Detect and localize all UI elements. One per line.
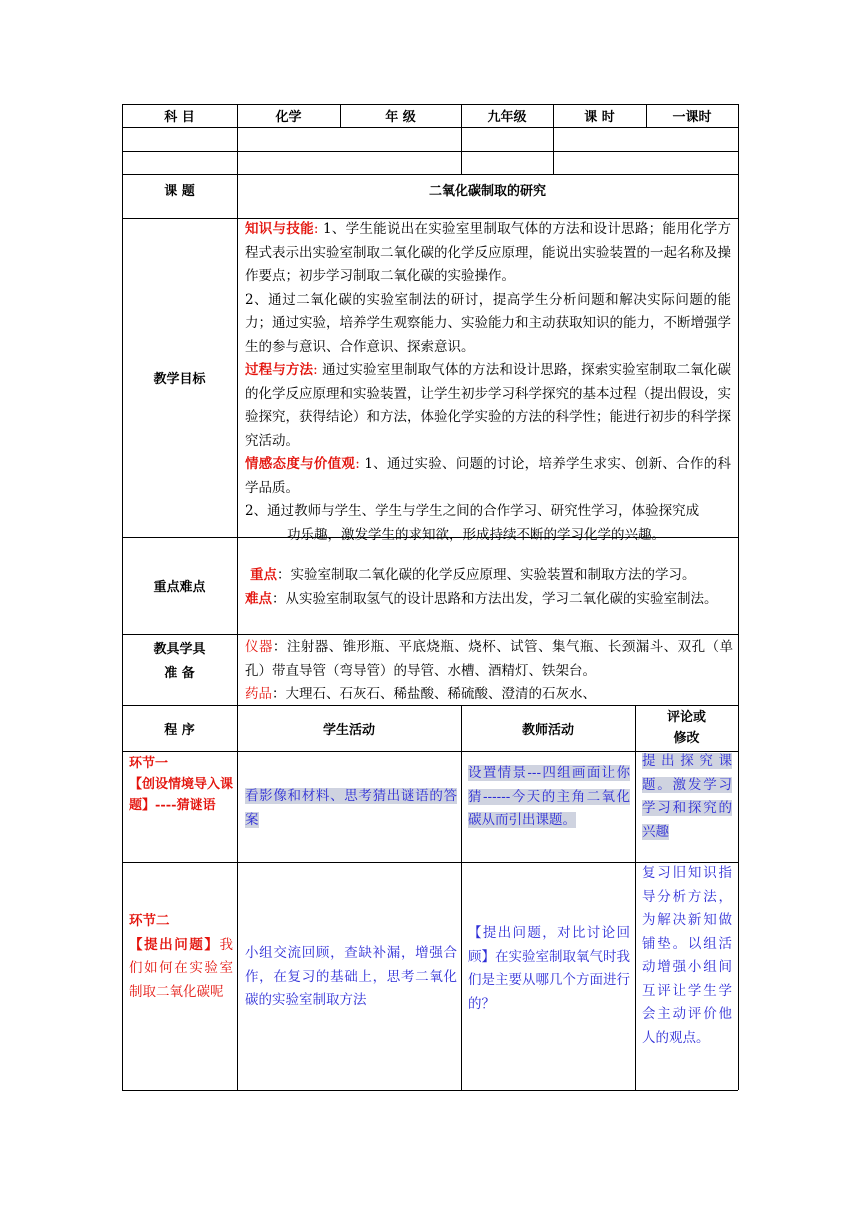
period-label: 课 时 [584, 110, 615, 125]
emotion-key: 情感态度与价值观 [245, 456, 356, 472]
process-text: 通过实验室里制取气体的方法和设计思路，探索实验室制取二氧化碳的化学反应原理和实验装置，让学生初步学习科学探究的基本过程（提出假设，实验探究，获得结论）和方法，体验化学实验的方法的科学性；能进行初步的科学探究活动。 [245, 362, 732, 449]
stage-2-title [129, 910, 233, 1004]
materials-content [245, 636, 733, 707]
objective-emotion-2b: 功乐趣，激发学生的求知欲，形成持续不断的学习化学的兴趣。 [287, 526, 665, 543]
knowledge-colon: : [313, 221, 323, 237]
process-key: 过程与方法 [245, 362, 314, 378]
stage-2-name: 环节二 [129, 913, 170, 929]
stage-2-heading-key: 【提出问题】 [129, 936, 220, 953]
stage-2-comment: 复习旧知识指导分析方法，为解决新知做铺垫。以组活动增强小组间互评让学生学会主动评价他人的观点。 [642, 865, 732, 1046]
objective-ability: 2、通过二氧化碳的实验室制法的研讨，提高学生分析问题和解决实际问题的能力；通过实验，培养学生观察能力、实验能力和主动获取知识的能力，不断增强学生的参与意识、合作意识、探索意识。 [245, 291, 731, 355]
objective-emotion [245, 453, 731, 500]
procedure-student-header: 学生活动 [322, 722, 375, 738]
stage-2-student: 小组交流回顾，查缺补漏，增强合作，在复习的基础上，思考二氧化碳的实验室制取方法 [245, 945, 457, 1008]
key-points-label: 重点难点 [153, 580, 206, 595]
process-colon: : [313, 362, 323, 378]
subject-label: 科 目 [164, 110, 195, 125]
objective-process [245, 359, 731, 453]
stage-1-teacher-text: 设置情景---四组画面让你猜------今天的主角二氧化碳从而引出课题。 [468, 765, 630, 828]
objective-emotion-2a: 2、通过教师与学生、学生与学生之间的合作学习、研究性学习，体验探究成 [245, 503, 700, 519]
materials-label-a: 教具学具 [153, 642, 206, 657]
objectives-label: 教学目标 [153, 372, 206, 387]
topic-value: 二氧化碳制取的研究 [428, 184, 546, 199]
period-value: 一课时 [672, 110, 712, 125]
comment-header-a: 评论或 [666, 710, 706, 725]
stage-1-title [129, 753, 233, 816]
reagents-line [245, 683, 733, 707]
topic-label: 课 题 [164, 184, 195, 199]
grade-label: 年 级 [385, 110, 416, 125]
stage-1-heading [129, 774, 233, 816]
stage-1-student [245, 785, 457, 832]
subject-value: 化学 [275, 110, 302, 125]
focus-text: ：实验室制取二氧化碳的化学反应原理、实验装置和制取方法的学习。 [277, 567, 696, 583]
stage-1-heading-text: 【创设情境导入课题】----猜谜语 [129, 777, 234, 813]
difficulty-key: 难点 [245, 590, 272, 607]
stage-2-teacher: 【提出问题，对比讨论回顾】在实验室制取氧气时我们是主要从哪几个方面进行的？ [468, 925, 630, 1012]
focus-line [245, 564, 735, 588]
materials-label [122, 638, 237, 686]
key-points-content [245, 564, 735, 611]
instruments-text: ：注射器、锥形瓶、平底烧瓶、烧杯、试管、集气瓶、长颈漏斗、双孔（单孔）带直导管（弯导管）的导管、水槽、酒精灯、铁架台。 [245, 639, 734, 679]
objective-knowledge [245, 218, 731, 289]
procedure-comment-header [635, 707, 738, 749]
procedure-teacher-header: 教师活动 [521, 722, 574, 738]
objectives-content [245, 218, 731, 547]
comment-header-b: 修改 [673, 731, 700, 746]
emotion-colon: : [355, 456, 365, 472]
difficulty-text: ：从实验室制取氢气的设计思路和方法出发，学习二氧化碳的实验室制法。 [272, 590, 718, 607]
grade-value: 九年级 [487, 110, 527, 125]
reagents-text: ：大理石、石灰石、稀盐酸、稀硫酸、澄清的石灰水、 [272, 686, 596, 702]
stage-2-heading-text: 我们如何在实验室制取二氧化碳呢 [129, 936, 233, 1000]
focus-key: 重点 [250, 567, 277, 583]
stage-1-student-text: 看影像和材料、思考猜出谜语的答案 [245, 788, 457, 828]
stage-1-name: 环节一 [129, 756, 169, 771]
stage-1-comment [642, 750, 732, 844]
procedure-step-header: 程 序 [164, 722, 195, 738]
reagents-key: 药品 [245, 686, 272, 702]
materials-label-b: 准 备 [164, 666, 195, 681]
emotion-text: 1、通过实验、问题的讨论，培养学生求实、创新、合作的科学品质。 [245, 456, 732, 496]
stage-1-teacher [468, 762, 630, 833]
knowledge-text: 1、学生能说出在实验室里制取气体的方法和设计思路；能用化学方程式表示出实验室制取二氧化碳的化学反应原理，能说出实验装置的一起名称及操作要点；初步学习制取二氧化碳的实验操作。 [245, 221, 732, 284]
difficulty-line [245, 588, 735, 612]
instruments-key: 仪器 [245, 639, 273, 655]
stage-1-comment-text: 提出探究课题。激发学习学习和探究的兴趣 [642, 753, 732, 840]
stage-2-heading [129, 934, 233, 1005]
knowledge-key: 知识与技能 [245, 221, 314, 237]
instruments-line [245, 636, 733, 683]
